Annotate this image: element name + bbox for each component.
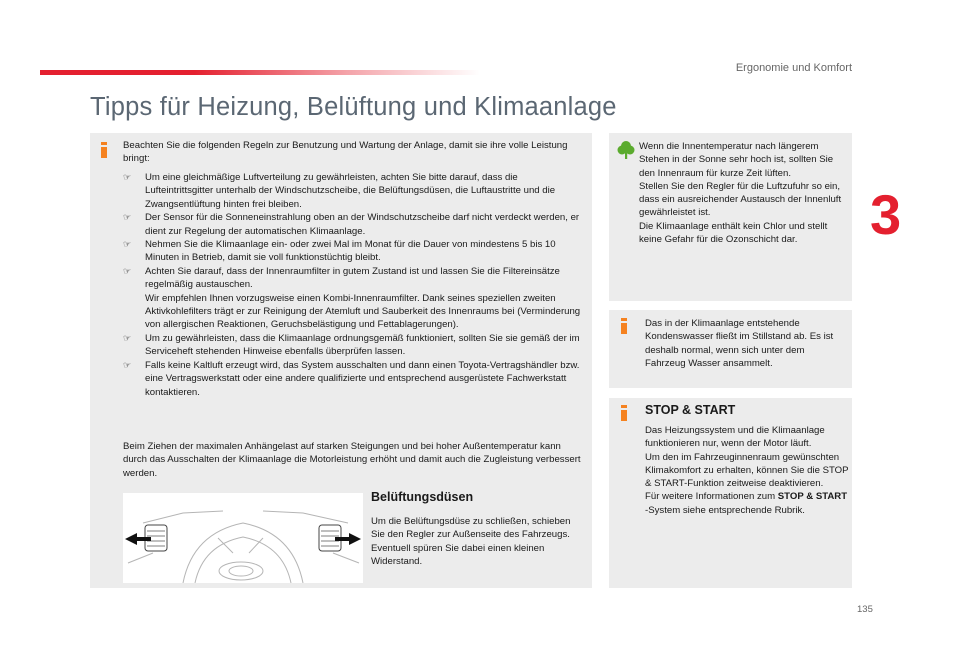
stop-start-text: Das Heizungssystem und die Klimaanlage funktionieren nur, wenn der Motor läuft. Um den im Fahrzeuginnenraum gewünschten Klimakomfort zu erhalten, können Sie die STOP & START-Funktion zeitweise deaktivieren. Für weitere Informationen zum STOP & START -System siehe entsprechende Rubrik. [645, 425, 849, 516]
list-item: ☞ Falls keine Kaltluft erzeugt wird, das System ausschalten und dann einen Toyota-Vertragshändler bzw. eine Vertragswerkstatt oder eine andere qualifizierte und entsprechend ausgerüstete Fachwerkstatt kontaktieren. [123, 359, 580, 398]
list-item: ☞ Achten Sie darauf, dass der Innenraumfilter in gutem Zustand ist und lassen Sie die Filtereinsätze regelmäßig austauschen. Wir empfehlen Ihnen vorzugsweise einen Kombi-Innenraumfilter. Dank seines speziellen zweiten Aktivkohlefilters trägt er zur Reinigung der Atemluft und Sauberkeit des Innenraums bei (Verminderung von allergischen Reaktionen, Geruchsbelästigung und Fettablagerungen). [123, 265, 585, 332]
stop-start-heading: STOP & START [645, 403, 736, 417]
stop-start-bold: STOP & START [777, 491, 848, 503]
pointing-hand-icon: ☞ [123, 239, 132, 250]
ventilation-tip: Wenn die Innentemperatur nach längerem Stehen in der Sonne sehr hoch ist, sollten Sie den Innenraum für kurze Zeit lüften. Stellen Sie den Regler für die Luftzufuhr so ein, dass ein ausreichender Austausch der Innenluft gewährleistet ist. Die Klimaanlage enthält kein Chlor und stellt keine Gefahr für die Ozonschicht dar. [639, 141, 842, 246]
vents-heading: Belüftungsdüsen [371, 490, 474, 504]
vent-illustration [123, 493, 363, 583]
bullet-list [123, 171, 585, 399]
pointing-hand-icon: ☞ [123, 212, 132, 223]
section-title: Ergonomie und Komfort [735, 62, 852, 74]
pointing-hand-icon: ☞ [123, 172, 132, 182]
list-item: ☞ Nehmen Sie die Klimaanlage ein- oder zwei Mal im Monat für die Dauer von mindestens 5 bis 10 Minuten in Betrieb, damit sie voll funktionstüchtig bleibt. [123, 239, 556, 264]
pointing-hand-icon: ☞ [123, 265, 132, 276]
header-accent-bar [40, 70, 480, 75]
towing-note: Beim Ziehen der maximalen Anhängelast auf starken Steigungen und bei hoher Außentemperatur kann durch das Ausschalten der Klimaanlage die Motorleistung erhöht und damit auch die Zugleistung verbessert werden. [123, 441, 581, 479]
info-icon [621, 318, 627, 332]
list-item: ☞ Der Sensor für die Sonneneinstrahlung oben an der Windschutzscheibe darf nicht verdeckt werden, er dient zur Regelung der automatischen Klimaanlage. [123, 212, 580, 237]
pointing-hand-icon: ☞ [123, 332, 132, 343]
page-title: Tipps für Heizung, Belüftung und Klimaanlage [90, 93, 617, 121]
main-intro: Beachten Sie die folgenden Regeln zur Benutzung und Wartung der Anlage, damit sie ihre volle Leistung bringt: [123, 140, 568, 165]
info-icon [621, 405, 627, 419]
eco-tree-icon [617, 140, 635, 160]
filter-recommendation: Wir empfehlen Ihnen vorzugsweise einen Kombi-Innenraumfilter. Dank seines speziellen zweiten Aktivkohlefilters trägt er zur Reinigung der Atemluft und Sauberkeit des Innenraums bei (Verminderung von allergischen Reaktionen, Geruchsbelästigung und Fettablagerungen). [145, 292, 581, 331]
vents-text: Um die Belüftungsdüse zu schließen, schieben Sie den Regler zur Außenseite des Fahrzeugs. Eventuell spüren Sie dabei einen kleinen Widerstand. [371, 516, 571, 567]
condensation-tip: Das in der Klimaanlage entstehende Kondenswasser fließt im Stillstand ab. Es ist deshalb normal, wenn sich unter dem Fahrzeug Wasser ansammelt. [645, 318, 834, 369]
dashboard-vent-drawing [123, 493, 363, 583]
list-item: ☞ Um zu gewährleisten, dass die Klimaanlage ordnungsgemäß funktioniert, sollten Sie sie gemäß der im Serviceheft stehenden Hinweise ebenfalls überprüfen lassen. [123, 332, 580, 358]
chapter-number: 3 [870, 183, 902, 246]
list-item: ☞ Um eine gleichmäßige Luftverteilung zu gewährleisten, achten Sie bitte darauf, dass die Lufteintrittsgitter unterhalb der Windschutzscheibe, die Belüftungsdüsen, die Luftaustritte und die Zwangsentlüftung hinten frei bleiben. [123, 172, 556, 210]
page-number: 135 [857, 604, 873, 615]
pointing-hand-icon: ☞ [123, 359, 132, 370]
info-icon [101, 142, 107, 156]
